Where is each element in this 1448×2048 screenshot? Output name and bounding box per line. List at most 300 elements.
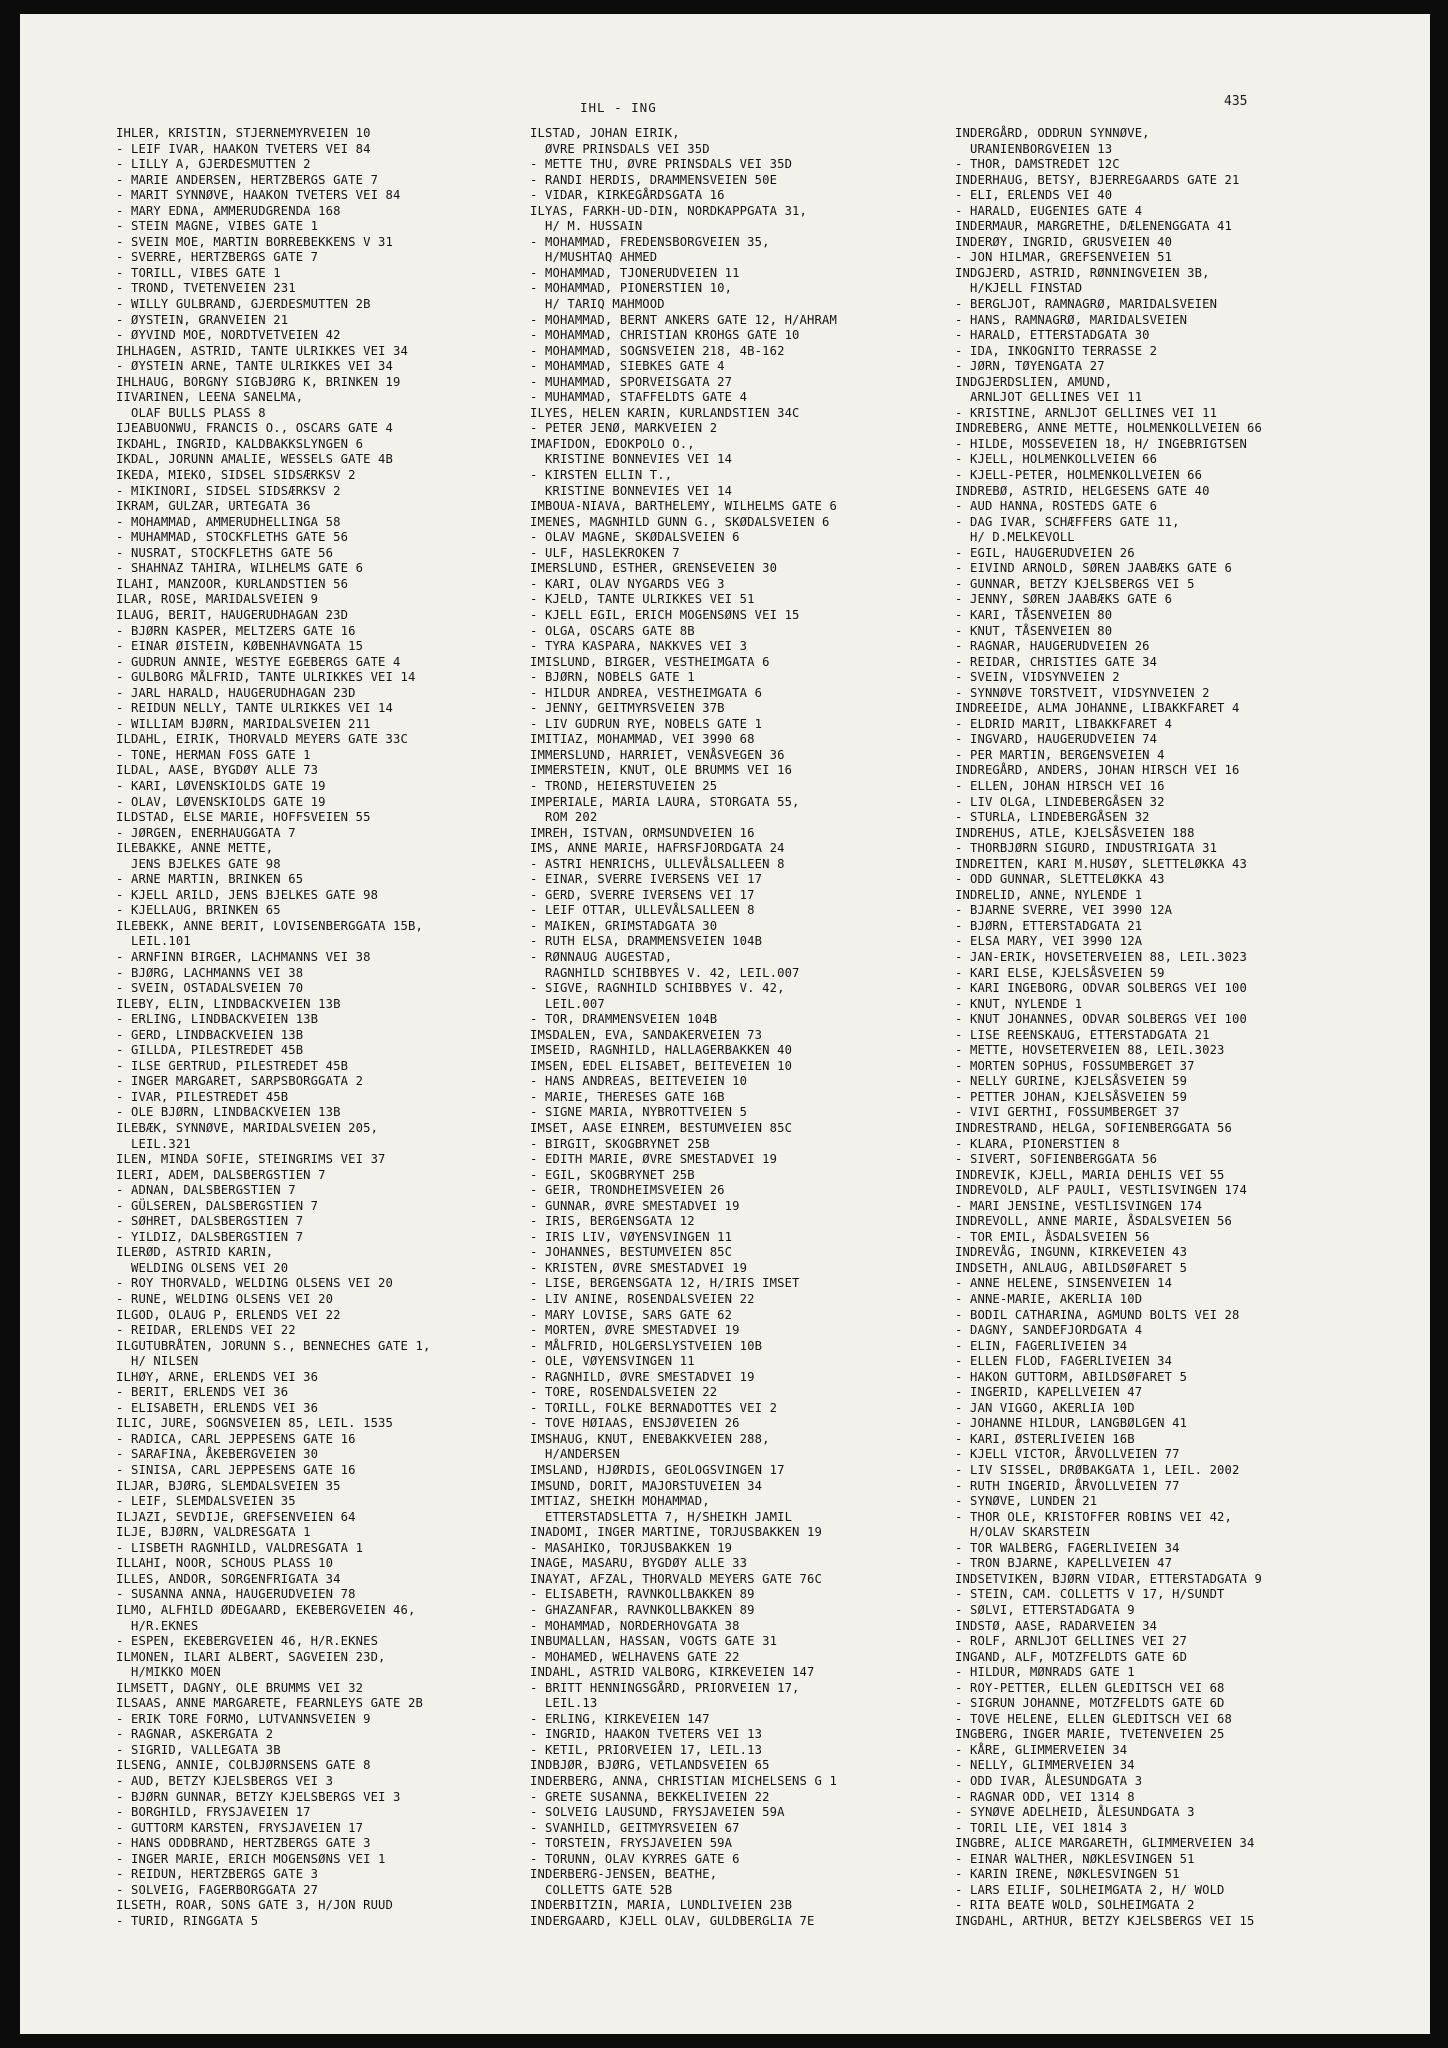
directory-entry: INDERBERG-JENSEN, BEATHE, <box>530 1867 718 1882</box>
directory-entry: - JENNY, GEITMYRSVEIEN 37B <box>530 701 725 716</box>
directory-entry: - SVERRE, HERTZBERGS GATE 7 <box>116 250 319 265</box>
directory-entry: H/ANDERSEN <box>530 1447 620 1462</box>
directory-entry: INGBRE, ALICE MARGARETH, GLIMMERVEIEN 34 <box>955 1836 1255 1851</box>
directory-entry: - LIV SISSEL, DRØBAKGATA 1, LEIL. 2002 <box>955 1463 1240 1478</box>
directory-entry: ILERI, ADEM, DALSBERGSTIEN 7 <box>116 1167 326 1182</box>
directory-entry: - ASTRI HENRICHS, ULLEVÅLSALLEEN 8 <box>530 856 785 871</box>
directory-entry: H/R.EKNES <box>116 1618 199 1633</box>
directory-entry: - MARIE ANDERSEN, HERTZBERGS GATE 7 <box>116 172 379 187</box>
directory-entry: - MOHAMMAD, NORDERHOVGATA 38 <box>530 1618 740 1633</box>
column-2 <box>530 126 837 1929</box>
directory-entry: - RØNNAUG AUGESTAD, <box>530 949 673 964</box>
directory-entry: ILEBY, ELIN, LINDBACKVEIEN 13B <box>116 996 341 1011</box>
directory-entry: INDRELID, ANNE, NYLENDE 1 <box>955 887 1143 902</box>
directory-entry: - TRON BJARNE, KAPELLVEIEN 47 <box>955 1556 1173 1571</box>
directory-entry: ARNLJOT GELLINES VEI 11 <box>955 390 1143 405</box>
directory-entry: - GUNNAR, BETZY KJELSBERGS VEI 5 <box>955 576 1195 591</box>
directory-entry: ILDSTAD, ELSE MARIE, HOFFSVEIEN 55 <box>116 810 371 825</box>
directory-entry: IMREH, ISTVAN, ORMSUNDVEIEN 16 <box>530 825 755 840</box>
directory-entry: - ESPEN, EKEBERGVEIEN 46, H/R.EKNES <box>116 1634 379 1649</box>
directory-entry: INDERMAUR, MARGRETHE, DÆLENENGGATA 41 <box>955 219 1233 234</box>
directory-entry: - SYNØVE, LUNDEN 21 <box>955 1494 1098 1509</box>
directory-entry: - ELISABETH, RAVNKOLLBAKKEN 89 <box>530 1587 755 1602</box>
directory-entry: ILYES, HELEN KARIN, KURLANDSTIEN 34C <box>530 405 800 420</box>
directory-entry: - MOHAMMAD, SIEBKES GATE 4 <box>530 359 725 374</box>
directory-entry: - NUSRAT, STOCKFLETHS GATE 56 <box>116 545 334 560</box>
directory-entry: IHLHAUG, BORGNY SIGBJØRG K, BRINKEN 19 <box>116 374 401 389</box>
directory-entry: - KRISTINE, ARNLJOT GELLINES VEI 11 <box>955 405 1218 420</box>
directory-entry: ILSETH, ROAR, SONS GATE 3, H/JON RUUD <box>116 1898 394 1913</box>
directory-entry: - ELSA MARY, VEI 3990 12A <box>955 934 1143 949</box>
directory-entry: - ØYSTEIN ARNE, TANTE ULRIKKES VEI 34 <box>116 359 394 374</box>
directory-entry: - GUDRUN ANNIE, WESTYE EGEBERGS GATE 4 <box>116 654 401 669</box>
directory-entry: INDERØY, INGRID, GRUSVEIEN 40 <box>955 234 1173 249</box>
directory-entry: IJEABUONWU, FRANCIS O., OSCARS GATE 4 <box>116 421 394 436</box>
directory-entry: - KJELL EGIL, ERICH MOGENSØNS VEI 15 <box>530 607 800 622</box>
directory-entry: - MORTEN SOPHUS, FOSSUMBERGET 37 <box>955 1058 1195 1073</box>
directory-entry: INDGJERD, ASTRID, RØNNINGVEIEN 3B, <box>955 265 1210 280</box>
directory-entry: INGDAHL, ARTHUR, BETZY KJELSBERGS VEI 15 <box>955 1913 1255 1928</box>
directory-entry: - OLGA, OSCARS GATE 8B <box>530 623 695 638</box>
directory-entry: - LISE REENSKAUG, ETTERSTADGATA 21 <box>955 1027 1210 1042</box>
directory-entry: - KNUT JOHANNES, ODVAR SOLBERGS VEI 100 <box>955 1012 1248 1027</box>
directory-entry: - METTE THU, ØVRE PRINSDALS VEI 35D <box>530 157 793 172</box>
directory-entry: - GILLDA, PILESTREDET 45B <box>116 1043 304 1058</box>
directory-entry: - ARNE MARTIN, BRINKEN 65 <box>116 872 304 887</box>
directory-entry: - RADICA, CARL JEPPESENS GATE 16 <box>116 1431 356 1446</box>
directory-entry: - GERD, LINDBACKVEIEN 13B <box>116 1027 304 1042</box>
directory-entry: ILSAAS, ANNE MARGARETE, FEARNLEYS GATE 2B <box>116 1696 423 1711</box>
directory-entry: ILSTAD, JOHAN EIRIK, <box>530 126 680 140</box>
directory-entry: IMSHAUG, KNUT, ENEBAKKVEIEN 288, <box>530 1431 770 1446</box>
directory-entry: - INGRID, HAAKON TVETERS VEI 13 <box>530 1727 763 1742</box>
directory-entry: - THOR OLE, KRISTOFFER ROBINS VEI 42, <box>955 1509 1233 1524</box>
directory-entry: - KJELD, TANTE ULRIKKES VEI 51 <box>530 592 755 607</box>
directory-entry: - SOLVEIG LAUSUND, FRYSJAVEIEN 59A <box>530 1805 785 1820</box>
directory-entry: ILLES, ANDOR, SORGENFRIGATA 34 <box>116 1571 341 1586</box>
directory-entry: ILDAL, AASE, BYGDØY ALLE 73 <box>116 763 319 778</box>
directory-entry: ILMONEN, ILARI ALBERT, SAGVEIEN 23D, <box>116 1649 386 1664</box>
directory-entry: - ADNAN, DALSBERGSTIEN 7 <box>116 1183 296 1198</box>
directory-entry: - INGERID, KAPELLVEIEN 47 <box>955 1385 1143 1400</box>
directory-entry: - TONE, HERMAN FOSS GATE 1 <box>116 747 311 762</box>
directory-entry: - MARY LOVISE, SARS GATE 62 <box>530 1307 733 1322</box>
directory-entry: - LARS EILIF, SOLHEIMGATA 2, H/ WOLD <box>955 1882 1225 1897</box>
directory-entry: IIVARINEN, LEENA SANELMA, <box>116 390 304 405</box>
directory-entry: - SØHRET, DALSBERGSTIEN 7 <box>116 1214 304 1229</box>
directory-entry: - IVAR, PILESTREDET 45B <box>116 1089 289 1104</box>
directory-entry: LEIL.007 <box>530 996 605 1011</box>
directory-entry: - SUSANNA ANNA, HAUGERUDVEIEN 78 <box>116 1587 356 1602</box>
directory-entry: INDERHAUG, BETSY, BJERREGAARDS GATE 21 <box>955 172 1240 187</box>
directory-entry: - ROY-PETTER, ELLEN GLEDITSCH VEI 68 <box>955 1680 1225 1695</box>
directory-entry: - KNUT, TÅSENVEIEN 80 <box>955 623 1113 638</box>
directory-entry: - MOHAMMAD, SOGNSVEIEN 218, 4B-162 <box>530 343 785 358</box>
directory-entry: - HAKON GUTTORM, ABILDSØFARET 5 <box>955 1369 1188 1384</box>
directory-entry: ILDAHL, EIRIK, THORVALD MEYERS GATE 33C <box>116 732 409 747</box>
directory-entry: - MARIE, THERESES GATE 16B <box>530 1089 725 1104</box>
directory-entry: - SVEIN MOE, MARTIN BORREBEKKENS V 31 <box>116 234 394 249</box>
directory-entry: - ANNE-MARIE, AKERLIA 10D <box>955 1292 1143 1307</box>
directory-entry: - ELI, ERLENDS VEI 40 <box>955 188 1113 203</box>
directory-entry: H/KJELL FINSTAD <box>955 281 1083 296</box>
directory-entry: - JAN-ERIK, HOVSETERVEIEN 88, LEIL.3023 <box>955 949 1248 964</box>
directory-entry: - PER MARTIN, BERGENSVEIEN 4 <box>955 747 1165 762</box>
directory-entry: IMAFIDON, EDOKPOLO O., <box>530 436 695 451</box>
directory-entry: - ILSE GERTRUD, PILESTREDET 45B <box>116 1058 349 1073</box>
directory-entry: - KNUT, NYLENDE 1 <box>955 996 1083 1011</box>
directory-entry: IMTIAZ, SHEIKH MOHAMMAD, <box>530 1494 710 1509</box>
directory-entry: - ØYSTEIN, GRANVEIEN 21 <box>116 312 289 327</box>
directory-entry: - WILLY GULBRAND, GJERDESMUTTEN 2B <box>116 297 371 312</box>
directory-entry: - GUTTORM KARSTEN, FRYSJAVEIEN 17 <box>116 1820 364 1835</box>
directory-entry: - REIDAR, CHRISTIES GATE 34 <box>955 654 1158 669</box>
directory-entry: - ERLING, KIRKEVEIEN 147 <box>530 1711 710 1726</box>
directory-entry: - JOHANNE HILDUR, LANGBØLGEN 41 <box>955 1416 1188 1431</box>
directory-entry: - JAN VIGGO, AKERLIA 10D <box>955 1400 1135 1415</box>
directory-entry: - AUD HANNA, ROSTEDS GATE 6 <box>955 499 1158 514</box>
directory-entry: - MARIT SYNNØVE, HAAKON TVETERS VEI 84 <box>116 188 401 203</box>
directory-entry: INDREHUS, ATLE, KJELSÅSVEIEN 188 <box>955 825 1195 840</box>
directory-entry: - JØRGEN, ENERHAUGGATA 7 <box>116 825 296 840</box>
directory-entry: - GÜLSEREN, DALSBERGSTIEN 7 <box>116 1198 319 1213</box>
directory-entry: - JON HILMAR, GREFSENVEIEN 51 <box>955 250 1173 265</box>
directory-entry: - AUD, BETZY KJELSBERGS VEI 3 <box>116 1773 334 1788</box>
directory-entry: H/ NILSEN <box>116 1354 199 1369</box>
directory-entry: IMSDALEN, EVA, SANDAKERVEIEN 73 <box>530 1027 763 1042</box>
directory-entry: - BODIL CATHARINA, AGMUND BOLTS VEI 28 <box>955 1307 1240 1322</box>
directory-entry: - REIDUN, HERTZBERGS GATE 3 <box>116 1867 319 1882</box>
directory-entry: IHLHAGEN, ASTRID, TANTE ULRIKKES VEI 34 <box>116 343 409 358</box>
directory-entry: INDREEIDE, ALMA JOHANNE, LIBAKKFARET 4 <box>955 701 1240 716</box>
directory-entry: ILAR, ROSE, MARIDALSVEIEN 9 <box>116 592 319 607</box>
directory-entry: - HANS, RAMNAGRØ, MARIDALSVEIEN <box>955 312 1188 327</box>
column-1 <box>116 126 430 1929</box>
directory-entry: - ELDRID MARIT, LIBAKKFARET 4 <box>955 716 1173 731</box>
directory-entry: - KJELL ARILD, JENS BJELKES GATE 98 <box>116 887 379 902</box>
directory-entry: - EIVIND ARNOLD, SØREN JAABÆKS GATE 6 <box>955 561 1233 576</box>
directory-entry: - JARL HARALD, HAUGERUDHAGAN 23D <box>116 685 356 700</box>
directory-entry: - MOHAMMAD, AMMERUDHELLINGA 58 <box>116 514 341 529</box>
directory-entry: ILERØD, ASTRID KARIN, <box>116 1245 274 1260</box>
directory-entry: - MIKINORI, SIDSEL SIDSÆRKSV 2 <box>116 483 341 498</box>
directory-entry: - MOHAMMAD, TJONERUDVEIEN 11 <box>530 265 740 280</box>
directory-entry: H/MUSHTAQ AHMED <box>530 250 658 265</box>
directory-entry: KRISTINE BONNEVIES VEI 14 <box>530 452 733 467</box>
directory-entry: INAGE, MASARU, BYGDØY ALLE 33 <box>530 1556 748 1571</box>
directory-entry: - KJELL-PETER, HOLMENKOLLVEIEN 66 <box>955 468 1203 483</box>
directory-entry: H/ D.MELKEVOLL <box>955 530 1075 545</box>
directory-entry: ILLAHI, NOOR, SCHOUS PLASS 10 <box>116 1556 334 1571</box>
directory-entry: - BERGLJOT, RAMNAGRØ, MARIDALSVEIEN <box>955 297 1218 312</box>
directory-entry: - TORIL LIE, VEI 1814 3 <box>955 1820 1128 1835</box>
directory-entry: - TURID, RINGGATA 5 <box>116 1913 259 1928</box>
directory-entry: - KIRSTEN ELLIN T., <box>530 468 673 483</box>
directory-entry: ILAHI, MANZOOR, KURLANDSTIEN 56 <box>116 576 349 591</box>
directory-entry: - RAGNAR, ASKERGATA 2 <box>116 1727 274 1742</box>
directory-entry: ØVRE PRINSDALS VEI 35D <box>530 141 710 156</box>
directory-entry: INDREITEN, KARI M.HUSØY, SLETTELØKKA 43 <box>955 856 1248 871</box>
directory-entry: ILJAR, BJØRG, SLEMDALSVEIEN 35 <box>116 1478 341 1493</box>
directory-entry: - BJØRN, NOBELS GATE 1 <box>530 670 695 685</box>
directory-entry: INADOMI, INGER MARTINE, TORJUSBAKKEN 19 <box>530 1525 823 1540</box>
directory-entry: IMSEN, EDEL ELISABET, BEITEVEIEN 10 <box>530 1058 793 1073</box>
directory-entry: ILEN, MINDA SOFIE, STEINGRIMS VEI 37 <box>116 1152 386 1167</box>
directory-entry: INDERBERG, ANNA, CHRISTIAN MICHELSENS G 1 <box>530 1773 837 1788</box>
directory-entry: INAYAT, AFZAL, THORVALD MEYERS GATE 76C <box>530 1571 823 1586</box>
directory-entry: - TORSTEIN, FRYSJAVEIEN 59A <box>530 1836 733 1851</box>
directory-entry: H/ M. HUSSAIN <box>530 219 643 234</box>
directory-entry: - LEIF IVAR, HAAKON TVETERS VEI 84 <box>116 141 371 156</box>
directory-entry: - ØYVIND MOE, NORDTVETVEIEN 42 <box>116 328 341 343</box>
directory-entry: INDREVOLD, ALF PAULI, VESTLISVINGEN 174 <box>955 1183 1248 1198</box>
directory-entry: - STEIN MAGNE, VIBES GATE 1 <box>116 219 319 234</box>
directory-entry: ILEBAKKE, ANNE METTE, <box>116 841 274 856</box>
running-head: IHL - ING <box>580 100 657 115</box>
directory-entry: - EINAR, SVERRE IVERSENS VEI 17 <box>530 872 763 887</box>
directory-entry: IMMERSLUND, HARRIET, VENÅSVEGEN 36 <box>530 747 785 762</box>
directory-entry: - JOHANNES, BESTUMVEIEN 85C <box>530 1245 733 1260</box>
directory-entry: - KARIN IRENE, NØKLESVINGEN 51 <box>955 1867 1180 1882</box>
directory-entry: - OLE BJØRN, LINDBACKVEIEN 13B <box>116 1105 341 1120</box>
directory-entry: - RANDI HERDIS, DRAMMENSVEIEN 50E <box>530 172 778 187</box>
directory-entry: ILJE, BJØRN, VALDRESGATA 1 <box>116 1525 311 1540</box>
directory-entry: - KJELL, HOLMENKOLLVEIEN 66 <box>955 452 1158 467</box>
directory-entry: LEIL.101 <box>116 934 191 949</box>
directory-entry: IMISLUND, BIRGER, VESTHEIMGATA 6 <box>530 654 770 669</box>
directory-entry: - ULF, HASLEKROKEN 7 <box>530 545 680 560</box>
directory-entry: - SIGVE, RAGNHILD SCHIBBYES V. 42, <box>530 981 785 996</box>
directory-entry: - OLE, VØYENSVINGEN 11 <box>530 1354 695 1369</box>
directory-entry: - RAGNHILD, ØVRE SMESTADVEI 19 <box>530 1369 755 1384</box>
directory-entry: - PETTER JOHAN, KJELSÅSVEIEN 59 <box>955 1089 1188 1104</box>
directory-entry: - TOR WALBERG, FAGERLIVEIEN 34 <box>955 1540 1180 1555</box>
directory-entry: - YILDIZ, DALSBERGSTIEN 7 <box>116 1229 304 1244</box>
directory-entry: INDREVÅG, INGUNN, KIRKEVEIEN 43 <box>955 1245 1188 1260</box>
directory-entry: - INGVARD, HAUGERUDVEIEN 74 <box>955 732 1158 747</box>
directory-entry: - ROLF, ARNLJOT GELLINES VEI 27 <box>955 1634 1188 1649</box>
directory-entry: - IDA, INKOGNITO TERRASSE 2 <box>955 343 1158 358</box>
directory-entry: - KARI, LØVENSKIOLDS GATE 19 <box>116 778 326 793</box>
directory-entry: - MASAHIKO, TORJUSBAKKEN 19 <box>530 1540 733 1555</box>
directory-entry: - EDITH MARIE, ØVRE SMESTADVEI 19 <box>530 1152 778 1167</box>
directory-entry: IMPERIALE, MARIA LAURA, STORGATA 55, <box>530 794 800 809</box>
directory-entry: - EINAR WALTHER, NØKLESVINGEN 51 <box>955 1851 1195 1866</box>
directory-page <box>20 14 1430 2034</box>
directory-entry: - SOLVEIG, FAGERBORGGATA 27 <box>116 1882 319 1897</box>
directory-entry: - HILDE, MOSSEVEIEN 18, H/ INGEBRIGTSEN <box>955 436 1248 451</box>
directory-entry: - SVEIN, VIDSYNVEIEN 2 <box>955 670 1120 685</box>
directory-entry: - DAGNY, SANDEFJORDGATA 4 <box>955 1323 1143 1338</box>
directory-entry: - MOHAMMAD, FREDENSBORGVEIEN 35, <box>530 234 770 249</box>
directory-entry: IKRAM, GULZAR, URTEGATA 36 <box>116 499 311 514</box>
directory-entry: - SVEIN, OSTADALSVEIEN 70 <box>116 981 304 996</box>
directory-entry: - SIGNE MARIA, NYBROTTVEIEN 5 <box>530 1105 748 1120</box>
directory-entry: - MOHAMED, WELHAVENS GATE 22 <box>530 1649 740 1664</box>
directory-entry: LEIL.13 <box>530 1696 598 1711</box>
directory-entry: - TOR, DRAMMENSVEIEN 104B <box>530 1012 718 1027</box>
directory-entry: - BJARNE SVERRE, VEI 3990 12A <box>955 903 1173 918</box>
directory-entry: - MOHAMMAD, PIONERSTIEN 10, <box>530 281 733 296</box>
directory-entry: - MAIKEN, GRIMSTADGATA 30 <box>530 918 718 933</box>
directory-entry: - RITA BEATE WOLD, SOLHEIMGATA 2 <box>955 1898 1195 1913</box>
directory-entry: - BJØRG, LACHMANNS VEI 38 <box>116 965 304 980</box>
directory-entry: - MORTEN, ØVRE SMESTADVEI 19 <box>530 1323 740 1338</box>
directory-entry: - TORUNN, OLAV KYRRES GATE 6 <box>530 1851 740 1866</box>
directory-entry: - ELLEN FLOD, FAGERLIVEIEN 34 <box>955 1354 1173 1369</box>
directory-entry: - ERLING, LINDBACKVEIEN 13B <box>116 1012 319 1027</box>
directory-entry: - SIGRUN JOHANNE, MOTZFELDTS GATE 6D <box>955 1696 1225 1711</box>
directory-entry: INDSETH, ANLAUG, ABILDSØFARET 5 <box>955 1260 1188 1275</box>
directory-entry: - GERD, SVERRE IVERSENS VEI 17 <box>530 887 755 902</box>
directory-entry: - ERIK TORE FORMO, LUTVANNSVEIEN 9 <box>116 1711 371 1726</box>
directory-entry: - HANS ANDREAS, BEITEVEIEN 10 <box>530 1074 748 1089</box>
directory-entry: - ELIN, FAGERLIVEIEN 34 <box>955 1338 1128 1353</box>
directory-entry: RAGNHILD SCHIBBYES V. 42, LEIL.007 <box>530 965 800 980</box>
directory-entry: - OLAV, LØVENSKIOLDS GATE 19 <box>116 794 326 809</box>
directory-entry: - TROND, TVETENVEIEN 231 <box>116 281 296 296</box>
directory-entry: H/ TARIQ MAHMOOD <box>530 297 665 312</box>
directory-entry: ETTERSTADSLETTA 7, H/SHEIKH JAMIL <box>530 1509 793 1524</box>
column-3 <box>955 126 1262 1929</box>
directory-entry: - KRISTEN, ØVRE SMESTADVEI 19 <box>530 1260 748 1275</box>
directory-entry: INDREVIK, KJELL, MARIA DEHLIS VEI 55 <box>955 1167 1225 1182</box>
directory-entry: - JØRN, TØYENGATA 27 <box>955 359 1105 374</box>
directory-entry: IMBOUA-NIAVA, BARTHELEMY, WILHELMS GATE 6 <box>530 499 837 514</box>
directory-entry: - MUHAMMAD, STAFFELDTS GATE 4 <box>530 390 748 405</box>
directory-entry: - PETER JENØ, MARKVEIEN 2 <box>530 421 718 436</box>
directory-entry: LEIL.321 <box>116 1136 191 1151</box>
directory-entry: - LIV OLGA, LINDEBERGÅSEN 32 <box>955 794 1165 809</box>
directory-entry: - LEIF, SLEMDALSVEIEN 35 <box>116 1494 296 1509</box>
directory-entry: INDREBERG, ANNE METTE, HOLMENKOLLVEIEN 66 <box>955 421 1262 436</box>
directory-entry: - TOVE HELENE, ELLEN GLEDITSCH VEI 68 <box>955 1711 1233 1726</box>
directory-entry: - KARI INGEBORG, ODVAR SOLBERGS VEI 100 <box>955 981 1248 996</box>
directory-entry: - MÅLFRID, HOLGERSLYSTVEIEN 10B <box>530 1338 763 1353</box>
directory-entry: - KJELLAUG, BRINKEN 65 <box>116 903 281 918</box>
directory-entry: - GRETE SUSANNA, BEKKELIVEIEN 22 <box>530 1789 770 1804</box>
directory-entry: ROM 202 <box>530 810 598 825</box>
directory-entry: H/MIKKO MOEN <box>116 1665 221 1680</box>
directory-entry: IKDAHL, INGRID, KALDBAKKSLYNGEN 6 <box>116 436 364 451</box>
directory-entry: - STEIN, CAM. COLLETTS V 17, H/SUNDT <box>955 1587 1225 1602</box>
directory-entry: ILMSETT, DAGNY, OLE BRUMMS VEI 32 <box>116 1680 364 1695</box>
directory-entry: - SIVERT, SOFIENBERGGATA 56 <box>955 1152 1158 1167</box>
directory-entry: - KJELL VICTOR, ÅRVOLLVEIEN 77 <box>955 1447 1180 1462</box>
directory-entry: - HARALD, EUGENIES GATE 4 <box>955 203 1143 218</box>
directory-entry: - SHAHNAZ TAHIRA, WILHELMS GATE 6 <box>116 561 364 576</box>
directory-entry: - RAGNAR ODD, VEI 1314 8 <box>955 1789 1135 1804</box>
directory-entry: ILSENG, ANNIE, COLBJØRNSENS GATE 8 <box>116 1758 371 1773</box>
directory-entry: - BJØRN GUNNAR, BETZY KJELSBERGS VEI 3 <box>116 1789 401 1804</box>
directory-entry: - SØLVI, ETTERSTADGATA 9 <box>955 1602 1135 1617</box>
directory-entry: - WILLIAM BJØRN, MARIDALSVEIEN 211 <box>116 716 371 731</box>
directory-entry: - STURLA, LINDEBERGÅSEN 32 <box>955 810 1150 825</box>
directory-entry: - LIV GUDRUN RYE, NOBELS GATE 1 <box>530 716 763 731</box>
directory-entry: IMMERSTEIN, KNUT, OLE BRUMMS VEI 16 <box>530 763 793 778</box>
directory-entry: - DAG IVAR, SCHÆFFERS GATE 11, <box>955 514 1180 529</box>
directory-entry: IKEDA, MIEKO, SIDSEL SIDSÆRKSV 2 <box>116 468 356 483</box>
directory-entry: WELDING OLSENS VEI 20 <box>116 1260 289 1275</box>
directory-entry: - KARI, ØSTERLIVEIEN 16B <box>955 1431 1135 1446</box>
directory-entry: INDGJERDSLIEN, AMUND, <box>955 374 1113 389</box>
directory-entry: ILIC, JURE, SOGNSVEIEN 85, LEIL. 1535 <box>116 1416 394 1431</box>
directory-entry: INDRESTRAND, HELGA, SOFIENBERGGATA 56 <box>955 1121 1233 1135</box>
directory-entry: - TOVE HØIAAS, ENSJØVEIEN 26 <box>530 1416 740 1431</box>
directory-entry: - KARI, TÅSENVEIEN 80 <box>955 607 1113 622</box>
directory-entry: - BORGHILD, FRYSJAVEIEN 17 <box>116 1805 311 1820</box>
directory-entry: - BRITT HENNINGSGÅRD, PRIORVEIEN 17, <box>530 1680 800 1695</box>
directory-entry: - LIV ANINE, ROSENDALSVEIEN 22 <box>530 1292 755 1307</box>
directory-entry: - RAGNAR, HAUGERUDVEIEN 26 <box>955 639 1150 654</box>
directory-entry: INDAHL, ASTRID VALBORG, KIRKEVEIEN 147 <box>530 1665 815 1680</box>
directory-entry: - MUHAMMAD, SPORVEISGATA 27 <box>530 374 733 389</box>
directory-entry: ILGUTUBRÅTEN, JORUNN S., BENNECHES GATE 1, <box>116 1338 431 1353</box>
directory-entry: - THORBJØRN SIGURD, INDUSTRIGATA 31 <box>955 841 1218 856</box>
page-number: 435 <box>1224 94 1248 109</box>
directory-entry: IMSEID, RAGNHILD, HALLAGERBAKKEN 40 <box>530 1043 793 1058</box>
directory-entry: - MARI JENSINE, VESTLISVINGEN 174 <box>955 1198 1203 1213</box>
directory-entry: - VIDAR, KIRKEGÅRDSGATA 16 <box>530 188 725 203</box>
directory-entry: - OLAV MAGNE, SKØDALSVEIEN 6 <box>530 530 740 545</box>
directory-entry: - SYNNØVE TORSTVEIT, VIDSYNVEIEN 2 <box>955 685 1210 700</box>
directory-entry: IMITIAZ, MOHAMMAD, VEI 3990 68 <box>530 732 755 747</box>
directory-entry: - MOHAMMAD, BERNT ANKERS GATE 12, H/AHRAM <box>530 312 837 327</box>
directory-entry: - ODD IVAR, ÅLESUNDGATA 3 <box>955 1773 1143 1788</box>
directory-entry: - GHAZANFAR, RAVNKOLLBAKKEN 89 <box>530 1602 755 1617</box>
directory-entry: - KÅRE, GLIMMERVEIEN 34 <box>955 1742 1128 1757</box>
directory-entry: - LISBETH RAGNHILD, VALDRESGATA 1 <box>116 1540 364 1555</box>
directory-entry: - ELLEN, JOHAN HIRSCH VEI 16 <box>955 778 1165 793</box>
directory-entry: - ODD GUNNAR, SLETTELØKKA 43 <box>955 872 1165 887</box>
directory-entry: INDSTØ, AASE, RADARVEIEN 34 <box>955 1618 1158 1633</box>
directory-entry: ILHØY, ARNE, ERLENDS VEI 36 <box>116 1369 319 1384</box>
directory-entry: - TORILL, VIBES GATE 1 <box>116 265 281 280</box>
directory-entry: - HANS ODDBRAND, HERTZBERGS GATE 3 <box>116 1836 371 1851</box>
directory-entry: ILMO, ALFHILD ØDEGAARD, EKEBERGVEIEN 46, <box>116 1602 416 1617</box>
directory-entry: - EGIL, HAUGERUDVEIEN 26 <box>955 545 1135 560</box>
directory-entry: IMSUND, DORIT, MAJORSTUVEIEN 34 <box>530 1478 763 1493</box>
directory-entry: - SARAFINA, ÅKEBERGVEIEN 30 <box>116 1447 319 1462</box>
directory-entry: - IRIS, BERGENSGATA 12 <box>530 1214 695 1229</box>
directory-entry: - RUTH ELSA, DRAMMENSVEIEN 104B <box>530 934 763 949</box>
directory-entry: OLAF BULLS PLASS 8 <box>116 405 266 420</box>
directory-entry: INGAND, ALF, MOTZFELDTS GATE 6D <box>955 1649 1188 1664</box>
directory-entry: COLLETTS GATE 52B <box>530 1882 673 1897</box>
directory-entry: - EGIL, SKOGBRYNET 25B <box>530 1167 695 1182</box>
directory-entry: - SVANHILD, GEITMYRSVEIEN 67 <box>530 1820 740 1835</box>
directory-entry: - TOR EMIL, ÅSDALSVEIEN 56 <box>955 1229 1150 1244</box>
directory-entry: INDERGAARD, KJELL OLAV, GULDBERGLIA 7E <box>530 1913 815 1928</box>
directory-entry: - GEIR, TRONDHEIMSVEIEN 26 <box>530 1183 725 1198</box>
directory-entry: INGBERG, INGER MARIE, TVETENVEIEN 25 <box>955 1727 1225 1742</box>
directory-entry: - HILDUR, MØNRADS GATE 1 <box>955 1665 1135 1680</box>
directory-entry: - RUTH INGERID, ÅRVOLLVEIEN 77 <box>955 1478 1180 1493</box>
directory-entry: - GULBORG MÅLFRID, TANTE ULRIKKES VEI 14 <box>116 670 416 685</box>
directory-entry: - MARY EDNA, AMMERUDGRENDA 168 <box>116 203 341 218</box>
directory-entry: - KETIL, PRIORVEIEN 17, LEIL.13 <box>530 1742 763 1757</box>
directory-entry: - ANNE HELENE, SINSENVEIEN 14 <box>955 1276 1173 1291</box>
directory-entry: IMENES, MAGNHILD GUNN G., SKØDALSVEIEN 6 <box>530 514 830 529</box>
directory-entry: ILYAS, FARKH-UD-DIN, NORDKAPPGATA 31, <box>530 203 808 218</box>
directory-entry: - HARALD, ETTERSTADGATA 30 <box>955 328 1150 343</box>
directory-entry: - MUHAMMAD, STOCKFLETHS GATE 56 <box>116 530 349 545</box>
directory-entry: - LISE, BERGENSGATA 12, H/IRIS IMSET <box>530 1276 800 1291</box>
directory-entry: INBUMALLAN, HASSAN, VOGTS GATE 31 <box>530 1634 778 1649</box>
directory-entry: IMERSLUND, ESTHER, GRENSEVEIEN 30 <box>530 561 778 576</box>
directory-entry: INDREVOLL, ANNE MARIE, ÅSDALSVEIEN 56 <box>955 1214 1233 1229</box>
directory-entry: INDSETVIKEN, BJØRN VIDAR, ETTERSTADGATA 9 <box>955 1571 1262 1586</box>
